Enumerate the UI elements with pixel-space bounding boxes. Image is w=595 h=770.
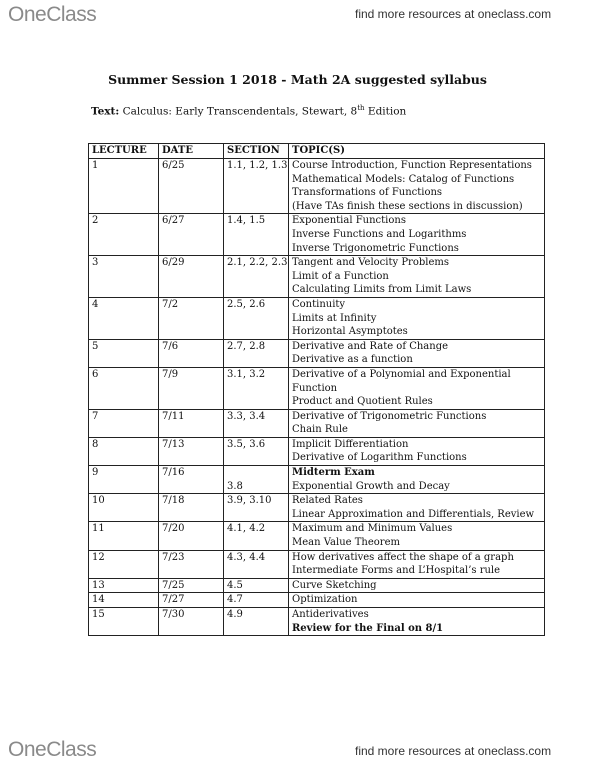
lecture-cell <box>89 339 159 367</box>
section-cell <box>224 550 289 578</box>
edition-superscript: th <box>357 104 365 112</box>
lecture-number: 1 <box>92 160 99 171</box>
lecture-number: 2 <box>92 215 99 227</box>
topic-line: Derivative of Trigonometric Functions <box>292 410 487 422</box>
lecture-date: 7/9 <box>162 368 179 380</box>
date-cell <box>159 367 224 409</box>
lecture-number: 5 <box>92 340 99 352</box>
oneclass-logo-top[interactable]: OneClass <box>8 3 97 26</box>
date-cell <box>159 578 224 593</box>
topics-cell <box>289 256 545 298</box>
section-cell <box>224 608 289 636</box>
section-cell <box>224 494 289 522</box>
date-cell <box>159 550 224 578</box>
lecture-cell <box>89 214 159 256</box>
topic-line: Related Rates <box>292 495 363 507</box>
topic-line: Chain Rule <box>292 424 348 436</box>
date-cell <box>159 608 224 636</box>
topics-cell <box>289 159 545 214</box>
section-numbers: 1.1, 1.2, 1.3 <box>227 160 288 171</box>
date-cell <box>159 339 224 367</box>
section-numbers: 3.3, 3.4 <box>227 410 266 422</box>
table-row <box>89 578 545 593</box>
topic-line: Mean Value Theorem <box>292 537 400 549</box>
date-cell <box>159 214 224 256</box>
topic-line: Product and Quotient Rules <box>292 396 433 408</box>
section-cell <box>224 578 289 593</box>
topics-cell <box>289 367 545 409</box>
topic-line: (Have TAs finish these sections in discussion) <box>292 200 523 212</box>
lecture-cell <box>89 367 159 409</box>
topic-line: Inverse Trigonometric Functions <box>292 242 459 254</box>
section-numbers: 3.9, 3.10 <box>227 495 272 507</box>
section-cell <box>224 297 289 339</box>
topic-line: Derivative as a function <box>292 354 413 366</box>
header-date: DATE <box>159 144 224 159</box>
lecture-date: 7/6 <box>162 340 179 352</box>
section-cell <box>224 159 289 214</box>
section-numbers: 4.9 <box>227 609 243 620</box>
oneclass-logo-bottom[interactable]: OneClass <box>8 738 97 761</box>
topics-cell <box>289 437 545 465</box>
find-more-link-bottom[interactable]: find more resources at oneclass.com <box>355 744 552 758</box>
lecture-number: 12 <box>92 551 105 563</box>
section-numbers: 3.1, 3.2 <box>227 368 266 380</box>
lecture-number: 15 <box>92 609 105 620</box>
lecture-date: 7/18 <box>162 495 185 507</box>
topic-line: Horizontal Asymptotes <box>292 326 408 338</box>
topics-cell <box>289 550 545 578</box>
lecture-number: 8 <box>92 438 99 450</box>
textbook-line <box>91 104 406 118</box>
lecture-date: 7/25 <box>162 579 185 591</box>
topic-line: Curve Sketching <box>292 579 377 591</box>
lecture-cell <box>89 608 159 636</box>
topic-line: Tangent and Velocity Problems <box>292 257 449 269</box>
header-topics: TOPIC(S) <box>289 144 545 159</box>
section-cell <box>224 437 289 465</box>
topics-cell <box>289 494 545 522</box>
topic-line: Linear Approximation and Differentials, Review <box>292 508 535 520</box>
lecture-date: 7/16 <box>162 467 185 479</box>
topic-line: Implicit Differentiation <box>292 438 409 450</box>
section-numbers: 1.4, 1.5 <box>227 215 266 227</box>
topics-cell <box>289 593 545 608</box>
lecture-date: 7/27 <box>162 594 185 606</box>
section-cell <box>224 522 289 550</box>
section-cell <box>224 339 289 367</box>
section-cell <box>224 214 289 256</box>
lecture-cell <box>89 593 159 608</box>
topic-line: Derivative of Logarithm Functions <box>292 452 467 464</box>
lecture-number: 14 <box>92 594 105 606</box>
lecture-date: 6/29 <box>162 257 185 269</box>
lecture-number: 7 <box>92 410 99 422</box>
table-row <box>89 159 545 214</box>
topics-cell <box>289 214 545 256</box>
lecture-cell <box>89 409 159 437</box>
textbook-title: Calculus: Early Transcendentals, Stewart, 8 <box>122 105 358 118</box>
date-cell <box>159 522 224 550</box>
date-cell <box>159 159 224 214</box>
section-numbers: 4.7 <box>227 594 243 606</box>
date-cell <box>159 256 224 298</box>
section-cell <box>224 409 289 437</box>
section-cell <box>224 367 289 409</box>
topic-line: Limit of a Function <box>292 270 389 282</box>
topic-line: Derivative of a Polynomial and Exponential <box>292 368 511 380</box>
lecture-cell <box>89 578 159 593</box>
find-more-link-top[interactable]: find more resources at oneclass.com <box>355 7 552 21</box>
header-lecture: LECTURE <box>89 144 159 159</box>
lecture-number: 9 <box>92 467 99 479</box>
lecture-number: 11 <box>92 523 105 535</box>
date-cell <box>159 409 224 437</box>
topics-cell <box>289 466 545 494</box>
section-numbers: 4.3, 4.4 <box>227 551 266 563</box>
topics-cell <box>289 297 545 339</box>
topic-line: Mathematical Models: Catalog of Functions <box>292 173 515 185</box>
lecture-cell <box>89 466 159 494</box>
table-row <box>89 593 545 608</box>
page-title: Summer Session 1 2018 - Math 2A suggested syllabus <box>108 72 487 87</box>
topic-line: Function <box>292 382 338 394</box>
section-numbers: 4.5 <box>227 579 243 591</box>
table-row <box>89 256 545 298</box>
header-section: SECTION <box>224 144 289 159</box>
topic-line: Inverse Functions and Logarithms <box>292 228 467 240</box>
topic-line: Limits at Infinity <box>292 312 377 324</box>
table-row <box>89 437 545 465</box>
lecture-date: 7/13 <box>162 438 185 450</box>
text-label: Text: <box>91 105 120 118</box>
lecture-date: 6/27 <box>162 215 185 227</box>
lecture-date: 7/2 <box>162 298 179 310</box>
topic-line: Derivative and Rate of Change <box>292 340 449 352</box>
lecture-number: 6 <box>92 368 99 380</box>
table-row <box>89 214 545 256</box>
topic-line: Course Introduction, Function Representations <box>292 160 532 171</box>
topic-line: Calculating Limits from Limit Laws <box>292 284 472 296</box>
syllabus-table <box>88 143 545 636</box>
lecture-number: 4 <box>92 298 99 310</box>
topic-line: Review for the Final on 8/1 <box>292 622 444 634</box>
table-row <box>89 550 545 578</box>
table-row <box>89 466 545 494</box>
topic-line: Intermediate Forms and L’Hospital’s rule <box>292 565 501 577</box>
table-row <box>89 608 545 636</box>
topics-cell <box>289 339 545 367</box>
table-row <box>89 494 545 522</box>
date-cell <box>159 593 224 608</box>
section-numbers: 4.1, 4.2 <box>227 523 266 535</box>
topic-line: Optimization <box>292 594 358 606</box>
lecture-cell <box>89 494 159 522</box>
table-row <box>89 367 545 409</box>
section-numbers: 2.1, 2.2, 2.3 <box>227 257 288 269</box>
date-cell <box>159 466 224 494</box>
date-cell <box>159 437 224 465</box>
lecture-date: 7/11 <box>162 410 185 422</box>
table-row <box>89 339 545 367</box>
section-line <box>227 466 285 480</box>
date-cell <box>159 297 224 339</box>
section-cell <box>224 593 289 608</box>
table-header-row <box>89 144 545 159</box>
topic-line: Exponential Growth and Decay <box>292 480 450 492</box>
lecture-date: 7/20 <box>162 523 185 535</box>
lecture-date: 7/30 <box>162 609 185 620</box>
topic-line: Continuity <box>292 298 346 310</box>
edition-suffix: Edition <box>364 105 407 118</box>
lecture-number: 10 <box>92 495 105 507</box>
lecture-number: 13 <box>92 579 105 591</box>
lecture-cell <box>89 256 159 298</box>
table-row <box>89 409 545 437</box>
topic-line: Maximum and Minimum Values <box>292 523 453 535</box>
lecture-cell <box>89 550 159 578</box>
section-line: 3.8 <box>227 480 243 492</box>
lecture-cell <box>89 522 159 550</box>
table-row <box>89 522 545 550</box>
date-cell <box>159 494 224 522</box>
topic-line: Transformations of Functions <box>292 187 443 199</box>
lecture-number: 3 <box>92 257 99 269</box>
lecture-date: 6/25 <box>162 160 185 171</box>
lecture-cell <box>89 159 159 214</box>
topic-line: Midterm Exam <box>292 467 375 479</box>
section-numbers: 3.5, 3.6 <box>227 438 266 450</box>
section-numbers: 2.7, 2.8 <box>227 340 266 352</box>
topic-line: How derivatives affect the shape of a graph <box>292 551 514 563</box>
table-body <box>89 159 545 636</box>
section-cell <box>224 256 289 298</box>
table-row <box>89 297 545 339</box>
topic-line: Exponential Functions <box>292 215 406 227</box>
lecture-cell <box>89 297 159 339</box>
topics-cell <box>289 409 545 437</box>
section-cell <box>224 466 289 494</box>
topics-cell <box>289 608 545 636</box>
section-numbers: 2.5, 2.6 <box>227 298 266 310</box>
lecture-date: 7/23 <box>162 551 185 563</box>
topics-cell <box>289 522 545 550</box>
topics-cell <box>289 578 545 593</box>
lecture-cell <box>89 437 159 465</box>
topic-line: Antiderivatives <box>292 609 369 620</box>
